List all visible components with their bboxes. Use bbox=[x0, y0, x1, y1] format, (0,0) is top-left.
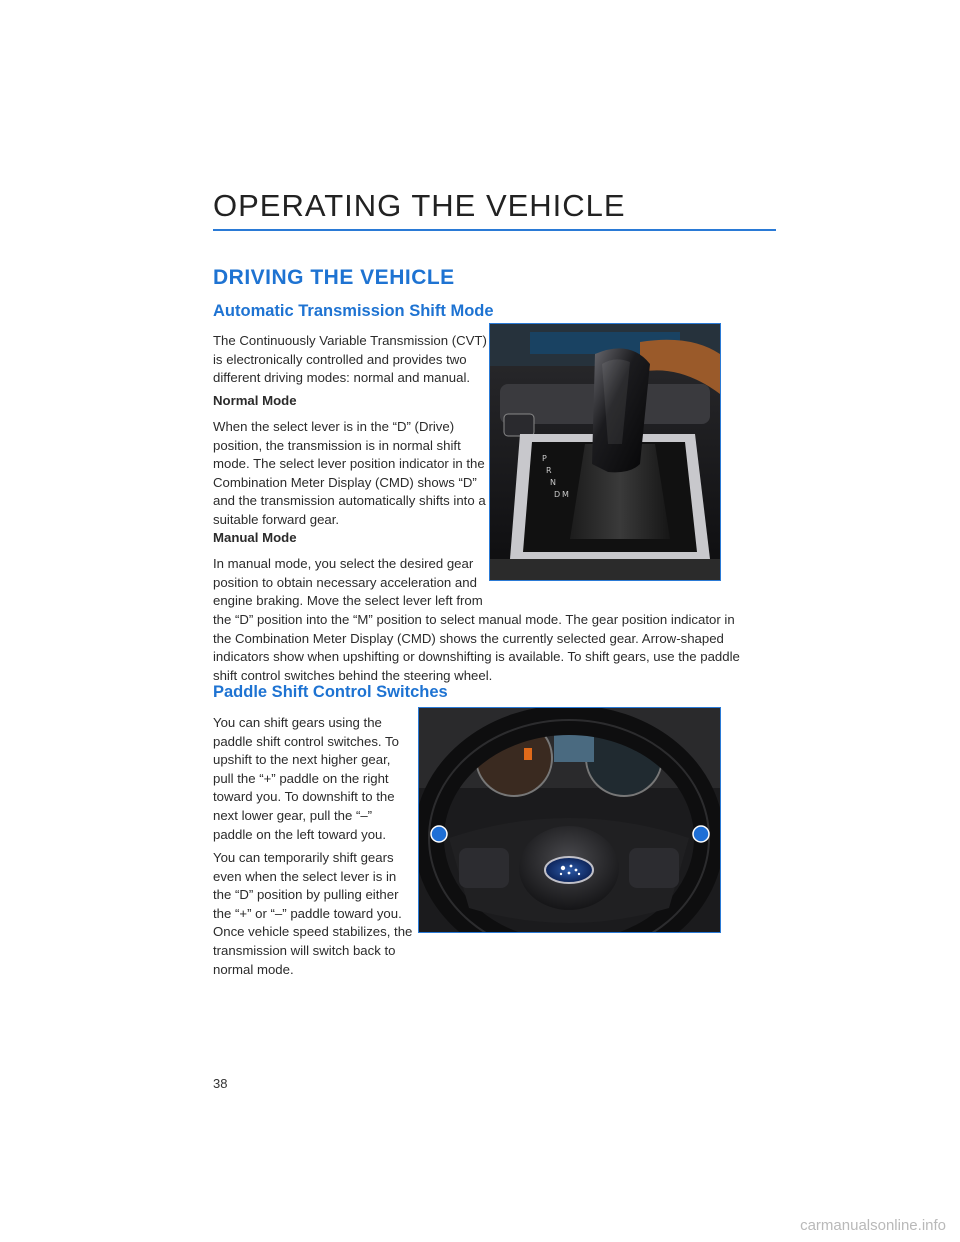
gear-selector-illustration bbox=[490, 324, 720, 580]
watermark: carmanualsonline.info bbox=[800, 1217, 946, 1234]
gear-label-n: N bbox=[550, 478, 556, 487]
subsection-title-paddle: Paddle Shift Control Switches bbox=[213, 683, 448, 701]
paddle-paragraph-1: You can shift gears using the paddle shift control switches. To upshift to the next higher gear, pull the “+” paddle on the right toward you. To downshift to the next lower gear, pull the “–” paddle on the left toward you. bbox=[213, 715, 399, 842]
gear-label-m: M bbox=[562, 490, 569, 499]
steering-wheel-photo bbox=[418, 707, 721, 933]
steering-wheel-illustration bbox=[419, 708, 720, 932]
paddle-paragraph-2: You can temporarily shift gears even when the select lever is in the “D” position by pulling either the “+” or “–” paddle toward you. Once vehicle speed stabilizes, the transmission will switch back to normal mode. bbox=[213, 850, 413, 977]
gear-label-p: P bbox=[542, 454, 547, 463]
minus-paddle-marker bbox=[431, 826, 447, 842]
gear-selector-photo bbox=[489, 323, 721, 581]
chapter-title: OPERATING THE VEHICLE bbox=[213, 188, 626, 223]
manual-mode-heading: Manual Mode bbox=[213, 530, 297, 545]
plus-paddle-marker bbox=[693, 826, 709, 842]
gear-label-r: R bbox=[546, 466, 552, 475]
manual-mode-paragraph-narrow: In manual mode, you select the desired gear position to obtain necessary acceleration and engine braking. Move the select lever left from bbox=[213, 556, 483, 609]
gear-label-d: D bbox=[554, 490, 561, 499]
normal-mode-heading: Normal Mode bbox=[213, 393, 297, 408]
normal-mode-paragraph: When the select lever is in the “D” (Drive) position, the transmission is in normal shift mode. The select lever position indicator in the Combination Meter Display (CMD) shows “D” and the transmission automatically shifts into a suitable forward gear. bbox=[213, 419, 486, 527]
manual-mode-paragraph-wide: the “D” position into the “M” position to select manual mode. The gear position indicator in the Combination Meter Display (CMD) shows the currently selected gear. Arrow-shaped indicators show when upshifting or downshifting is available. To shift gears, use the paddle shift control switches behind the steering wheel. bbox=[213, 612, 740, 683]
page-number: 38 bbox=[213, 1076, 228, 1091]
chapter-rule bbox=[213, 229, 776, 231]
subsection-title-transmission: Automatic Transmission Shift Mode bbox=[213, 302, 494, 320]
section-title: DRIVING THE VEHICLE bbox=[213, 266, 455, 289]
intro-paragraph: The Continuously Variable Transmission (CVT) is electronically controlled and provides two different driving modes: normal and manual. bbox=[213, 333, 487, 386]
